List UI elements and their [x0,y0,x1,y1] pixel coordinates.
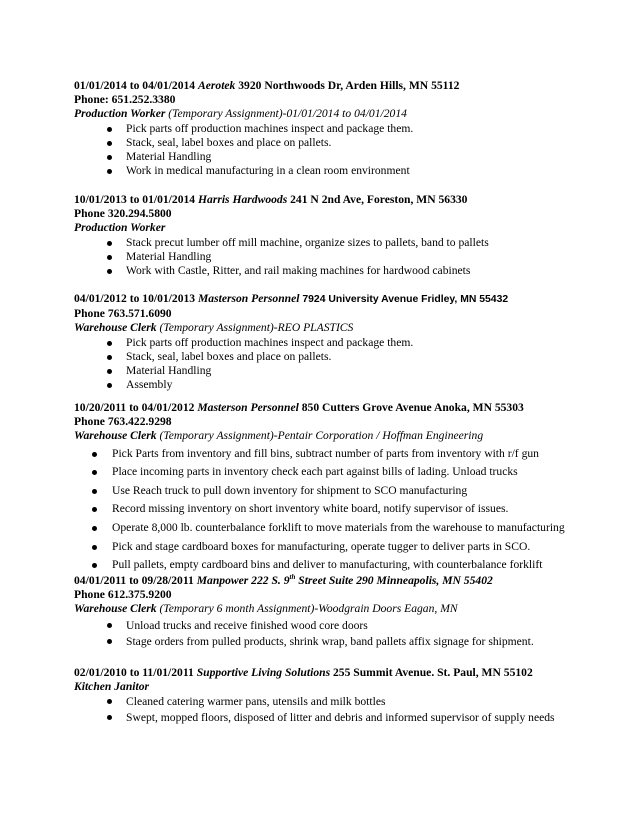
list-item: Unload trucks and receive finished wood core doors [74,618,534,634]
duty-list [74,236,489,279]
employer-name: Supportive Living Solutions [196,666,331,679]
job-dates: 04/01/2012 to 10/01/2013 [74,292,198,305]
list-item: Material Handling [74,250,489,264]
list-item: Pick Parts from inventory and fill bins, subtract number of parts from inventory with r/f gun [74,445,565,464]
job-heading [74,401,565,415]
job-phone: Phone 763.571.6090 [74,307,172,321]
employer-address: Street Suite 290 Minneapolis, MN 55402 [295,574,493,587]
list-item: Cleaned catering warmer pans, utensils and milk bottles [74,694,555,710]
job-dates: 04/01/2011 to 09/28/2011 [74,574,197,587]
employer-name: Aerotek [198,79,236,92]
list-item: Pick parts off production machines inspect and package them. [74,122,459,136]
job-dates: 10/01/2013 to 01/01/2014 [74,193,198,206]
bullet-icon [107,169,112,174]
duty-list [74,694,555,726]
bullet-icon [92,545,97,550]
bullet-icon [107,369,112,374]
job-heading [74,79,459,93]
job-phone: Phone: 651.252.3380 [74,93,176,107]
employer-name: Harris Hardwoods [198,193,288,206]
list-item: Stack precut lumber off mill machine, organize sizes to pallets, band to pallets [74,236,489,250]
employer-address: 3920 Northwoods Dr, Arden Hills, MN 55112 [235,79,460,92]
job-title-line [74,321,508,335]
job-entry [74,79,459,178]
list-item: Assembly [74,378,508,392]
job-heading [74,666,555,680]
list-item: Stack, seal, label boxes and place on pallets. [74,350,508,364]
bullet-icon [92,452,97,457]
job-entry [74,574,534,650]
list-item: Material Handling [74,150,459,164]
list-item: Pick and stage cardboard boxes for manufacturing, operate tugger to deliver parts in SCO. [74,538,565,557]
list-item: Record missing inventory on short inventory white board, notify supervisor of issues. [74,500,565,519]
list-item: Work with Castle, Ritter, and rail making machines for hardwood cabinets [74,264,489,278]
duty-list [74,618,534,650]
bullet-icon [107,623,112,628]
duty-list [74,445,565,575]
bullet-icon [107,269,112,274]
job-title: Warehouse Clerk [74,429,157,443]
job-heading [74,292,508,307]
list-item: Operate 8,000 lb. counterbalance forklift to move materials from the warehouse to manufacturing [74,519,565,538]
employer-address: 255 Summit Avenue. St. Paul, MN 55102 [330,666,533,679]
job-dates: 10/20/2011 to 04/01/2012 [74,401,198,414]
bullet-icon [107,355,112,360]
job-dates: 02/01/2010 to 11/01/2011 [74,666,197,679]
job-title-line [74,429,565,443]
bullet-icon [107,141,112,146]
bullet-icon [107,155,112,160]
employer-name: Masterson Personnel [197,401,299,414]
job-entry [74,666,555,726]
job-title: Production Worker [74,221,166,235]
job-title: Production Worker [74,107,166,121]
job-title: Warehouse Clerk [74,602,157,616]
bullet-icon [107,241,112,246]
employer-address: 241 N 2nd Ave, Foreston, MN 56330 [287,193,468,206]
list-item: Pick parts off production machines inspect and package them. [74,336,508,350]
bullet-icon [107,255,112,260]
job-title-line [74,221,489,235]
bullet-icon [92,489,97,494]
employer-name: Masterson Personnel [198,292,300,305]
job-phone: Phone 320.294.5800 [74,207,172,221]
employer-name: Manpower 222 S. 9th Street Suite 290 Minneapolis, MN 55402 [196,573,493,587]
list-item: Use Reach truck to pull down inventory for shipment to SCO manufacturing [74,482,565,501]
job-title: Warehouse Clerk [74,321,157,335]
job-title-detail: (Temporary Assignment)-REO PLASTICS [156,321,354,335]
job-title-line [74,602,534,616]
bullet-icon [92,507,97,512]
job-title: Kitchen Janitor [74,680,150,694]
job-entry [74,292,508,392]
list-item: Place incoming parts in inventory check each part against bills of lading. Unload trucks [74,463,565,482]
list-item: Pull pallets, empty cardboard bins and deliver to manufacturing, with counterbalance forklift [74,556,565,575]
bullet-icon [92,470,97,475]
list-item: Swept, mopped floors, disposed of litter and debris and informed supervisor of supply needs [74,710,555,726]
job-title-line [74,107,459,121]
job-title-detail: (Temporary Assignment)-Pentair Corporation / Hoffman Engineering [156,429,484,443]
bullet-icon [107,341,112,346]
job-entry [74,193,489,278]
list-item: Work in medical manufacturing in a clean room environment [74,164,459,178]
bullet-icon [107,715,112,720]
job-phone: Phone 612.375.9200 [74,588,172,602]
job-title-detail: (Temporary 6 month Assignment)-Woodgrain Doors Eagan, MN [156,602,458,616]
bullet-icon [107,383,112,388]
list-item: Material Handling [74,364,508,378]
bullet-icon [107,639,112,644]
list-item: Stage orders from pulled products, shrink wrap, band pallets affix signage for shipment. [74,634,534,650]
bullet-icon [92,563,97,568]
duty-list [74,122,459,179]
list-item: Stack, seal, label boxes and place on pallets. [74,136,459,150]
employer-address: 850 Cutters Grove Avenue Anoka, MN 55303 [298,401,524,414]
bullet-icon [107,699,112,704]
job-heading [74,193,489,207]
job-title-detail: (Temporary Assignment)-01/01/2014 to 04/01/2014 [165,107,407,121]
duty-list [74,336,508,393]
job-phone: Phone 763.422.9298 [74,415,172,429]
bullet-icon [92,526,97,531]
job-entry [74,401,565,575]
job-heading [74,574,534,588]
job-dates: 01/01/2014 to 04/01/2014 [74,79,198,92]
bullet-icon [107,127,112,132]
employer-address: 7924 University Avenue Fridley, MN 55432 [299,294,509,305]
